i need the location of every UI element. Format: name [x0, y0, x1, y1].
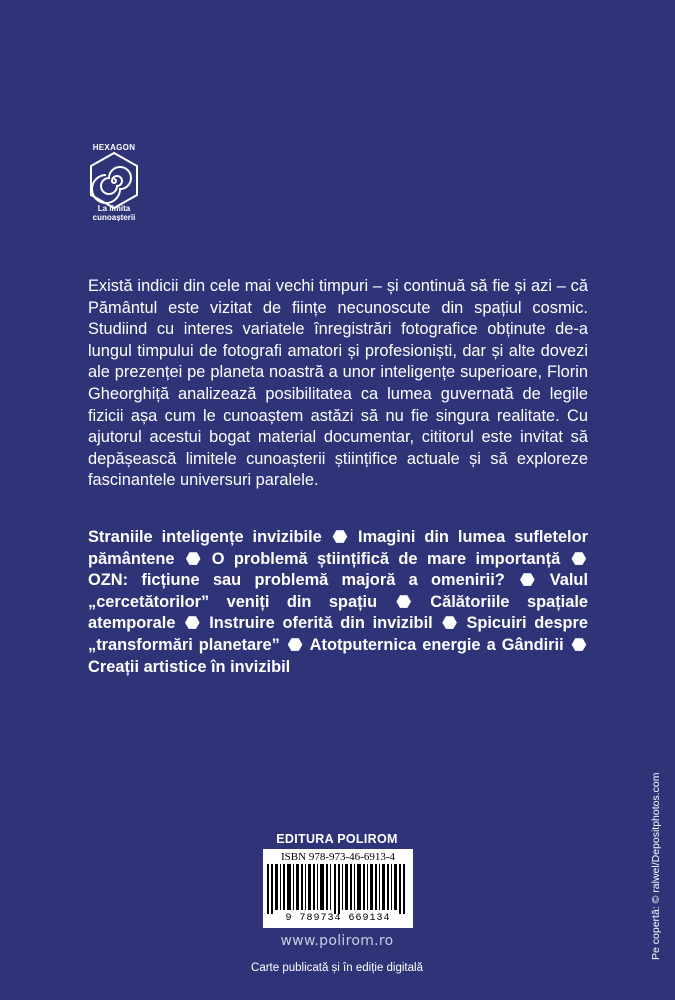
topic-item: Creații artistice în invizibil	[88, 657, 291, 676]
separator-icon: ⬣	[185, 549, 201, 568]
separator-icon: ⬣	[332, 528, 348, 546]
barcode-bars	[267, 864, 409, 914]
topic-item: Spicuiri despre „transformări planetare”	[88, 614, 589, 654]
barcode-digits: 9 789734 669134	[285, 913, 391, 924]
topic-item: Valul „cercetătorilor” veniți din spațiu	[88, 571, 588, 611]
publisher-website: www.polirom.ro	[280, 933, 394, 949]
separator-icon: ⬣	[185, 614, 200, 633]
topic-item: Imagini din lumea sufletelor pământene	[88, 528, 589, 568]
topic-item: Instruire oferită din invizibil	[209, 614, 433, 633]
series-subtitle: La limita cunoașterii	[92, 204, 136, 222]
topic-item: Straniile inteligențe invizibile	[88, 528, 322, 546]
separator-icon: ⬣	[571, 549, 586, 568]
separator-icon: ⬣	[520, 571, 535, 590]
series-name: HEXAGON	[92, 143, 136, 152]
book-description: Există indicii din cele mai vechi timpuri – și continuă să fie și azi – că Pământul este vizitat de ființe necunoscute din spațiul cosmic. Studiind cu interes variatele înregistrări fotografice obținute de-a lungul timpului de fotografi amatori și profesioniști, dar și alte dovezi ale prezenței pe planeta noastră a unor inteligențe superioare, Florin Gheorghiță analizează posibilitatea ca lumea guvernată de legile fizicii așa cum le cunoaștem astăzi să nu fie singura realitate. Cu ajutorul acestui bogat material documentar, cititorul este invitat să depășească limitele cunoașterii științifice actuale și să exploreze fascinantele universuri paralele.	[88, 277, 588, 490]
digital-edition-note: Carte publicată și în ediție digitală	[251, 962, 423, 974]
topic-item: OZN: ficțiune sau problemă majoră a omenirii?	[88, 571, 505, 590]
separator-icon: ⬣	[442, 614, 457, 633]
separator-icon: ⬣	[571, 635, 587, 654]
cover-photo-credit: Pe copertă: © ralwel/Depositphotos.com	[650, 772, 662, 960]
topic-item: O problemă științifică de mare importanță	[211, 549, 561, 568]
topic-item: Atotputernica energie a Gândirii	[309, 635, 564, 654]
separator-icon: ⬣	[287, 635, 303, 654]
separator-icon: ⬣	[396, 592, 411, 611]
barcode	[263, 849, 413, 928]
topic-item: Călătoriile spațiale atemporale	[88, 592, 588, 633]
series-logo	[79, 143, 149, 227]
isbn-number: ISBN 978-973-46-6913-4	[281, 851, 395, 863]
publisher-name: EDITURA POLIROM	[276, 832, 398, 846]
topic-list	[88, 527, 588, 678]
